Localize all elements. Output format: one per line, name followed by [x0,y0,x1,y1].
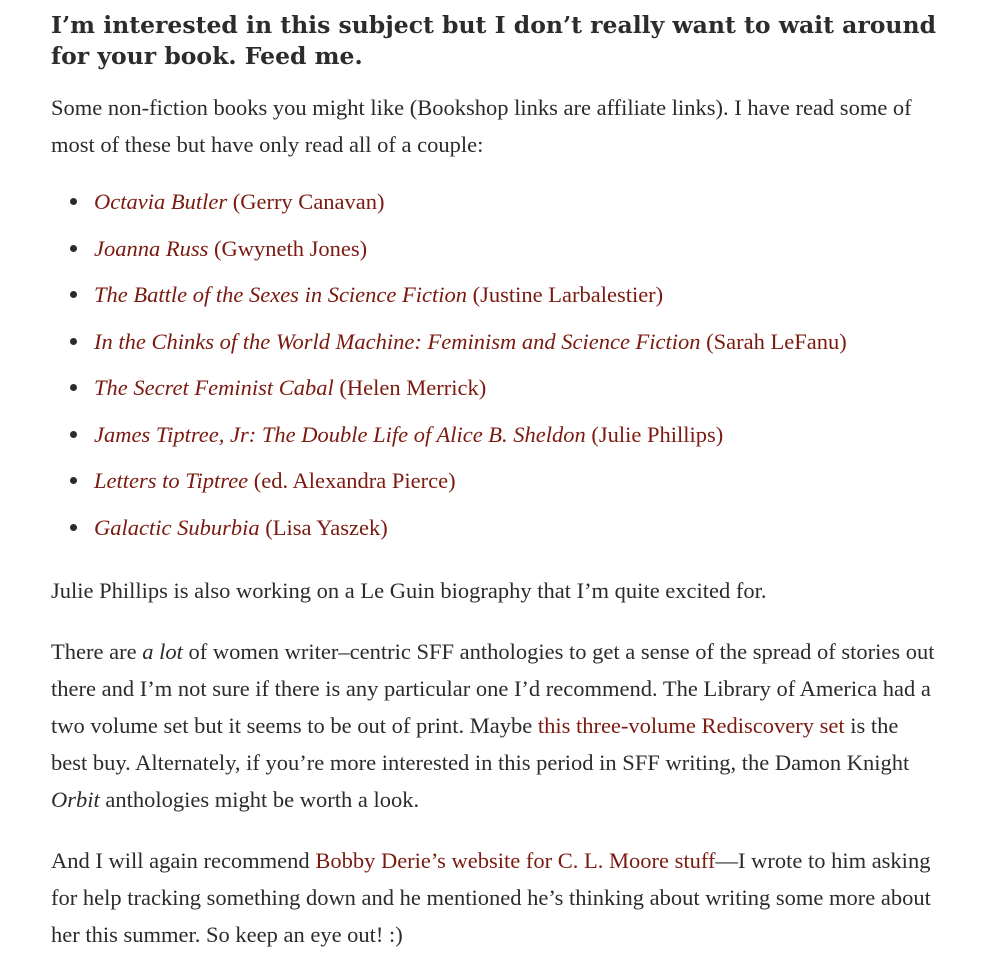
book-title-link[interactable]: Joanna Russ [94,235,209,261]
book-list-item [94,183,940,220]
book-author: (Sarah LeFanu) [706,328,847,354]
book-list-item [94,462,940,499]
anthologies-text: There are [51,638,143,664]
bullet-icon [70,291,77,298]
book-list-item [94,416,940,453]
bullet-icon [70,245,77,252]
book-title-link[interactable]: The Secret Feminist Cabal [94,375,334,400]
book-list-item [94,369,940,406]
anthologies-text: of women writer–centric SFF anthologies to get a sense of the spread of stories out there and I’m not sure if there is any particular one I’d recommend. The Library of America had a two volume set but it seems to be out of print. Maybe [51,638,935,738]
book-author: (Julie Phillips) [591,421,724,447]
book-list-item [94,323,940,360]
bullet-icon [70,524,77,531]
recommendation-paragraph [51,842,940,953]
anthologies-text: anthologies might be worth a look. [99,786,420,812]
book-title-link[interactable]: In the Chinks of the World Machine: Feminism and Science Fiction [94,328,701,354]
biography-paragraph: Julie Phillips is also working on a Le Guin biography that I’m quite excited for. [51,577,767,603]
book-author: (Lisa Yaszek) [265,514,388,540]
recommendation-text: And I will again recommend [51,847,316,873]
emphasis-text: a lot [142,638,183,664]
intro-paragraph: Some non-fiction books you might like (Bookshop links are affiliate links). I have read some of most of these but have only read all of a couple: [51,95,912,157]
book-author: (Helen Merrick) [339,375,487,400]
book-list-item [94,276,940,313]
book-author: (Gerry Canavan) [232,189,385,214]
bullet-icon [70,431,77,438]
book-list-item [94,509,940,546]
bullet-icon [70,384,77,391]
bullet-icon [70,477,77,484]
rediscovery-set-link[interactable]: this three-volume Rediscovery set [537,712,845,738]
book-author: (Justine Larbalestier) [472,282,664,307]
bullet-icon [70,198,77,205]
bobby-derie-website-link[interactable]: Bobby Derie’s website for C. L. Moore stuff [315,847,716,873]
book-list [51,183,940,546]
book-title-link[interactable]: The Battle of the Sexes in Science Fiction [94,282,467,307]
section-heading: I’m interested in this subject but I don’t really want to wait around for your book. Feed me. [51,11,937,70]
book-title-link[interactable]: Letters to Tiptree [94,468,249,493]
book-title-link[interactable]: Galactic Suburbia [94,514,260,540]
recommendation-text: —I wrote to him asking for help tracking something down and he mentioned he’s thinking about writing some more about her this summer. So keep an eye out! :) [51,847,931,947]
book-author: (ed. Alexandra Pierce) [253,468,456,493]
orbit-title: Orbit [51,786,100,812]
anthologies-text: is the best buy. Alternately, if you’re more interested in this period in SFF writing, the Damon Knight [51,712,910,775]
book-title-link[interactable]: Octavia Butler [94,189,228,214]
anthologies-paragraph [51,633,940,818]
book-author: (Gwyneth Jones) [214,235,368,261]
bullet-icon [70,338,77,345]
book-title-link[interactable]: James Tiptree, Jr: The Double Life of Alice B. Sheldon [94,421,586,447]
book-list-item [94,230,940,267]
